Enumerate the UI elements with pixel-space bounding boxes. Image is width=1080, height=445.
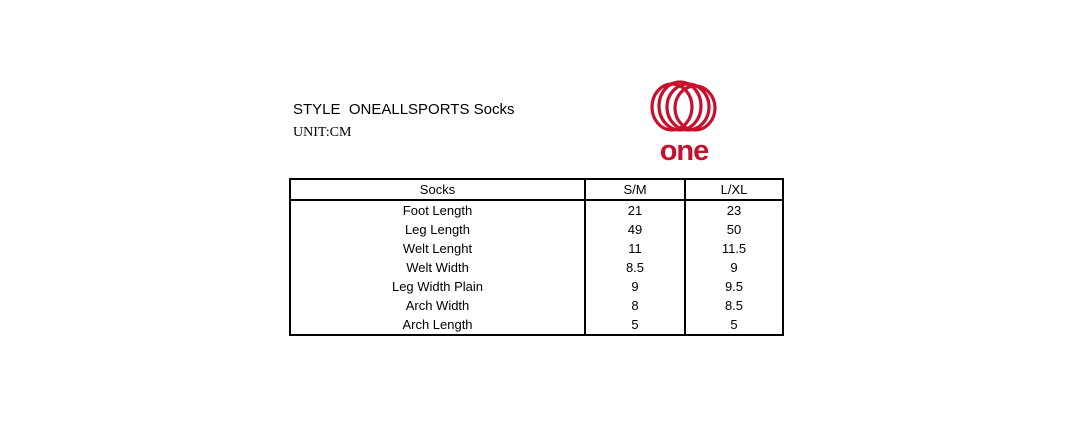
row-label: Arch Width xyxy=(290,296,585,315)
column-header-sm: S/M xyxy=(585,179,685,200)
cell-lxl: 11.5 xyxy=(685,239,783,258)
cell-lxl: 8.5 xyxy=(685,296,783,315)
table-row xyxy=(290,277,783,296)
cell-sm: 9 xyxy=(585,277,685,296)
one-rings-logo-icon xyxy=(644,80,724,166)
cell-sm: 8.5 xyxy=(585,258,685,277)
table-row xyxy=(290,315,783,335)
cell-sm: 8 xyxy=(585,296,685,315)
style-title: STYLE ONEALLSPORTS Socks xyxy=(293,101,515,118)
row-label: Leg Width Plain xyxy=(290,277,585,296)
row-label: Leg Length xyxy=(290,220,585,239)
row-label: Welt Width xyxy=(290,258,585,277)
row-label: Foot Length xyxy=(290,200,585,220)
cell-lxl: 5 xyxy=(685,315,783,335)
row-label: Arch Length xyxy=(290,315,585,335)
table-row xyxy=(290,220,783,239)
cell-lxl: 9.5 xyxy=(685,277,783,296)
cell-sm: 11 xyxy=(585,239,685,258)
table-header-row xyxy=(290,179,783,200)
cell-sm: 21 xyxy=(585,200,685,220)
cell-sm: 49 xyxy=(585,220,685,239)
cell-lxl: 50 xyxy=(685,220,783,239)
table-row xyxy=(290,296,783,315)
cell-sm: 5 xyxy=(585,315,685,335)
row-label: Welt Lenght xyxy=(290,239,585,258)
size-chart-table xyxy=(289,178,784,336)
cell-lxl: 9 xyxy=(685,258,783,277)
table-row xyxy=(290,239,783,258)
column-header-socks: Socks xyxy=(290,179,585,200)
cell-lxl: 23 xyxy=(685,200,783,220)
table-row xyxy=(290,258,783,277)
logo-text: one xyxy=(659,135,709,166)
table-row xyxy=(290,200,783,220)
column-header-lxl: L/XL xyxy=(685,179,783,200)
unit-label: UNIT:CM xyxy=(293,125,352,140)
